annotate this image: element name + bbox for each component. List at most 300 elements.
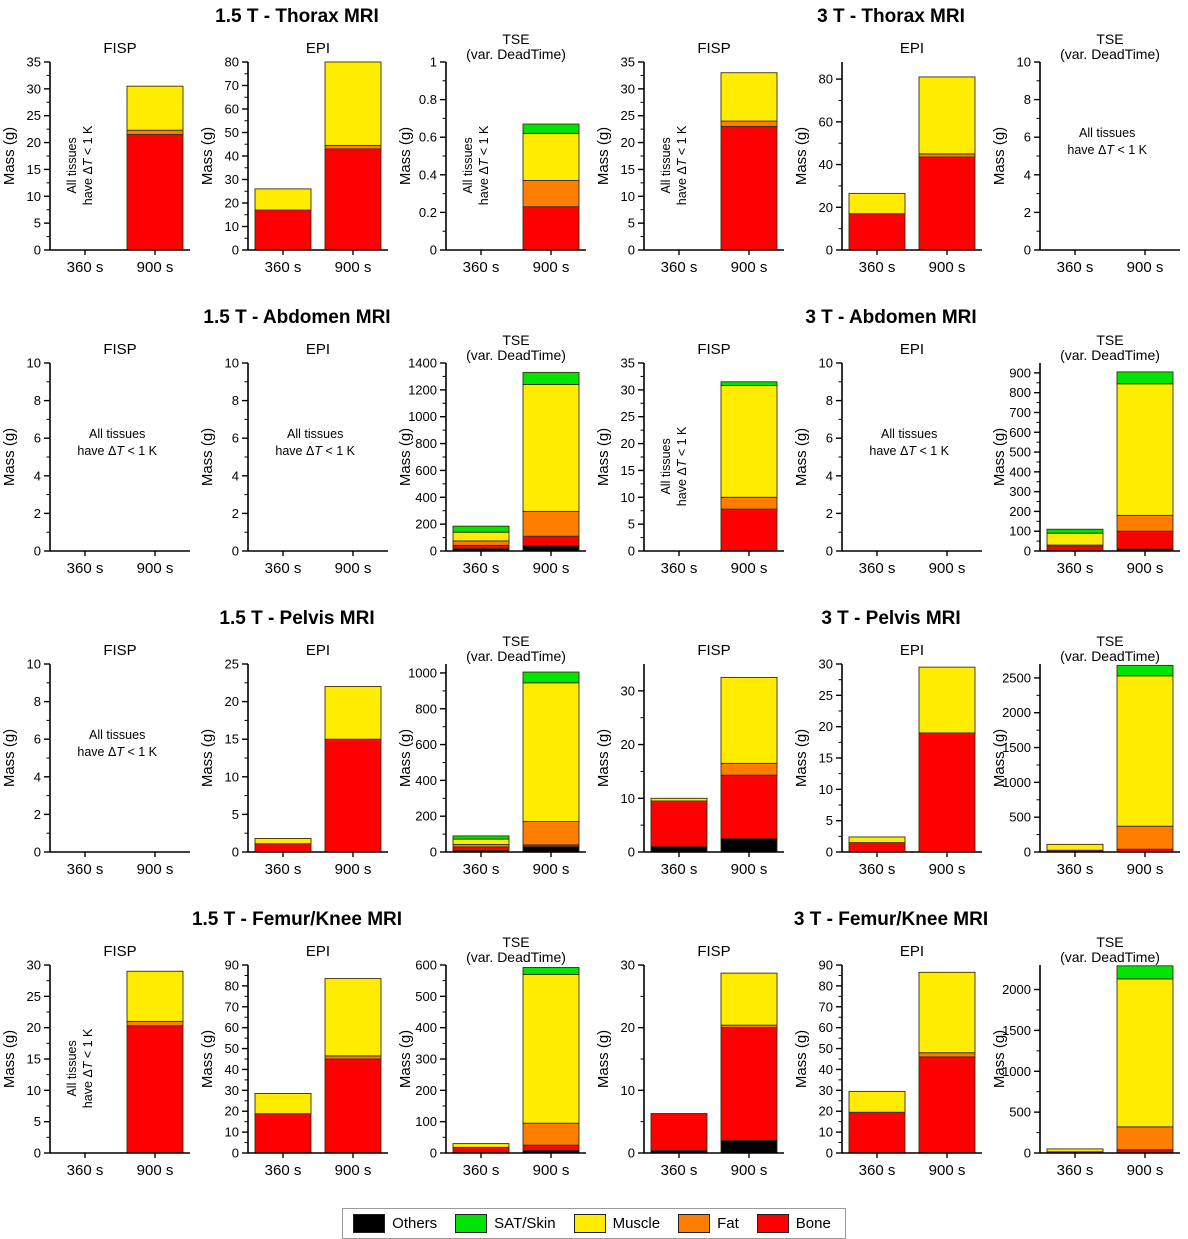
svg-text:0: 0 (231, 242, 239, 258)
svg-text:200: 200 (415, 1082, 437, 1098)
svg-text:Mass (g): Mass (g) (1, 427, 18, 487)
svg-text:50: 50 (224, 125, 239, 140)
svg-text:15: 15 (26, 1051, 41, 1067)
bar-segment-satskin (523, 372, 579, 384)
bar-segment-bone (523, 207, 579, 250)
svg-text:20: 20 (818, 199, 833, 215)
svg-text:400: 400 (1009, 464, 1031, 480)
svg-text:5: 5 (33, 1114, 41, 1130)
svg-text:500: 500 (1009, 1104, 1031, 1120)
panel (594, 30, 792, 293)
chart-row (0, 907, 1188, 1196)
svg-text:2: 2 (1023, 204, 1031, 220)
svg-text:6: 6 (33, 430, 41, 446)
svg-text:360 s: 360 s (660, 259, 698, 276)
svg-text:10: 10 (818, 355, 833, 371)
panel (198, 632, 396, 895)
svg-text:900 s: 900 s (334, 861, 372, 878)
group-title: 1.5 T - Pelvis MRI (219, 608, 375, 629)
svg-text:4: 4 (1023, 167, 1031, 183)
bar-segment-fat (325, 145, 381, 149)
legend-item-bone (757, 1214, 831, 1233)
bar-segment-fat (1117, 826, 1173, 849)
chart-group (0, 305, 594, 594)
bar-segment-satskin (1047, 529, 1103, 533)
svg-text:900 s: 900 s (136, 259, 174, 276)
svg-text:0: 0 (825, 543, 833, 559)
bar-segment-muscle (1047, 1149, 1103, 1152)
svg-text:360 s: 360 s (660, 1162, 698, 1179)
bar-segment-fat (325, 1056, 381, 1059)
bar-segment-fat (453, 541, 509, 545)
svg-text:(var. DeadTime): (var. DeadTime) (466, 648, 566, 664)
svg-text:70: 70 (224, 999, 239, 1015)
svg-text:15: 15 (620, 161, 635, 177)
bar-segment-muscle (523, 683, 579, 822)
svg-text:(var. DeadTime): (var. DeadTime) (1060, 648, 1160, 664)
svg-text:8: 8 (1023, 92, 1031, 108)
svg-text:0: 0 (429, 844, 437, 860)
svg-text:20: 20 (224, 694, 239, 710)
svg-text:360 s: 360 s (462, 259, 500, 276)
panel (792, 30, 990, 293)
chart-panel-fisp (0, 331, 198, 589)
bar-segment-bone (523, 1145, 579, 1150)
bar-segment-fat (127, 130, 183, 134)
svg-text:2000: 2000 (1002, 705, 1031, 721)
svg-text:10: 10 (620, 790, 635, 806)
legend-label: SAT/Skin (494, 1215, 556, 1232)
svg-text:5: 5 (825, 813, 833, 829)
svg-text:1: 1 (429, 54, 437, 70)
svg-text:Mass (g): Mass (g) (991, 427, 1008, 487)
svg-text:have ΔT < 1 K: have ΔT < 1 K (869, 444, 949, 459)
panel (990, 30, 1188, 293)
group-title: 3 T - Femur/Knee MRI (793, 909, 989, 930)
bar-segment-fat (523, 822, 579, 845)
svg-text:have ΔT < 1 K: have ΔT < 1 K (675, 125, 689, 206)
svg-text:10: 10 (26, 1082, 41, 1098)
bar-segment-fat (523, 1123, 579, 1145)
panel (198, 30, 396, 293)
svg-text:All tissues: All tissues (65, 1040, 79, 1097)
svg-text:(var. DeadTime): (var. DeadTime) (466, 347, 566, 363)
svg-text:Mass (g): Mass (g) (1, 1029, 18, 1089)
bar-segment-others (721, 839, 777, 852)
svg-text:Mass (g): Mass (g) (397, 728, 414, 788)
svg-text:30: 30 (620, 683, 635, 699)
svg-text:All tissues: All tissues (881, 427, 938, 442)
bar-segment-muscle (721, 73, 777, 121)
svg-text:90: 90 (818, 957, 833, 973)
bar-segment-fat (721, 121, 777, 126)
svg-text:35: 35 (620, 355, 635, 371)
svg-text:FISP: FISP (697, 943, 731, 960)
chart-panel-tse (990, 30, 1188, 288)
bar-segment-satskin (523, 124, 579, 133)
svg-text:10: 10 (26, 188, 41, 204)
bar-segment-bone (523, 536, 579, 545)
svg-text:1200: 1200 (408, 382, 437, 398)
svg-text:(var. DeadTime): (var. DeadTime) (466, 46, 566, 62)
svg-text:400: 400 (415, 772, 437, 788)
svg-text:4: 4 (231, 468, 239, 484)
svg-text:0: 0 (825, 242, 833, 258)
bar-segment-satskin (453, 526, 509, 532)
svg-text:8: 8 (33, 694, 41, 710)
svg-text:900 s: 900 s (136, 560, 174, 577)
svg-text:20: 20 (620, 135, 635, 151)
chart-panel-fisp (0, 30, 198, 288)
svg-text:900 s: 900 s (532, 861, 570, 878)
svg-text:15: 15 (224, 731, 239, 747)
svg-text:30: 30 (818, 1082, 833, 1098)
chart-group (594, 305, 1188, 594)
panel (792, 933, 990, 1196)
svg-text:6: 6 (33, 731, 41, 747)
svg-text:20: 20 (224, 195, 239, 211)
svg-text:600: 600 (415, 957, 437, 973)
panel-strip (594, 933, 1188, 1196)
svg-text:1000: 1000 (1002, 774, 1031, 790)
svg-text:0: 0 (231, 543, 239, 559)
bar-segment-muscle (721, 677, 777, 763)
svg-text:300: 300 (1009, 484, 1031, 500)
panel (396, 331, 594, 594)
svg-text:900 s: 900 s (928, 560, 966, 577)
svg-text:25: 25 (26, 988, 41, 1004)
svg-text:70: 70 (818, 999, 833, 1015)
legend-label: Others (392, 1215, 438, 1232)
svg-text:360 s: 360 s (264, 560, 302, 577)
svg-text:1500: 1500 (1002, 740, 1031, 756)
svg-text:(var. DeadTime): (var. DeadTime) (466, 949, 566, 965)
bar-segment-bone (325, 149, 381, 250)
bar-segment-satskin (1117, 372, 1173, 384)
svg-text:2: 2 (33, 806, 41, 822)
bar-segment-muscle (255, 189, 311, 210)
svg-text:All tissues: All tissues (659, 438, 673, 495)
legend-swatch-icon (757, 1214, 789, 1233)
svg-text:360 s: 360 s (264, 1162, 302, 1179)
bar-segment-fat (523, 180, 579, 206)
svg-text:0: 0 (231, 1145, 239, 1161)
svg-text:600: 600 (415, 462, 437, 478)
bar-segment-muscle (1047, 533, 1103, 545)
svg-text:600: 600 (1009, 424, 1031, 440)
bar-segment-bone (127, 135, 183, 250)
svg-text:20: 20 (818, 719, 833, 735)
svg-text:500: 500 (415, 988, 437, 1004)
svg-text:(var. DeadTime): (var. DeadTime) (1060, 46, 1160, 62)
svg-text:FISP: FISP (697, 341, 731, 358)
svg-text:Mass (g): Mass (g) (991, 1029, 1008, 1089)
group-title: 3 T - Abdomen MRI (805, 307, 977, 328)
bar-segment-muscle (127, 86, 183, 130)
svg-text:have ΔT < 1 K: have ΔT < 1 K (77, 444, 157, 459)
svg-text:FISP: FISP (103, 40, 137, 57)
svg-text:Mass (g): Mass (g) (1, 126, 18, 186)
legend-item-satskin (455, 1214, 555, 1233)
svg-text:All tissues: All tissues (659, 137, 673, 194)
bar-segment-bone (453, 1147, 509, 1153)
svg-text:5: 5 (33, 215, 41, 231)
svg-text:EPI: EPI (305, 943, 331, 960)
svg-text:0: 0 (33, 1145, 41, 1161)
panel (990, 331, 1188, 594)
svg-text:4: 4 (33, 769, 41, 785)
svg-text:25: 25 (620, 409, 635, 425)
svg-text:FISP: FISP (697, 642, 731, 659)
svg-text:1500: 1500 (1002, 1022, 1031, 1038)
svg-text:TSE: TSE (502, 332, 530, 348)
svg-text:360 s: 360 s (66, 259, 104, 276)
svg-text:360 s: 360 s (264, 259, 302, 276)
svg-text:30: 30 (620, 81, 635, 97)
svg-text:have ΔT < 1 K: have ΔT < 1 K (77, 745, 157, 760)
bar-segment-others (721, 1140, 777, 1153)
svg-text:2: 2 (231, 505, 239, 521)
bar-segment-muscle (651, 798, 707, 801)
svg-text:Mass (g): Mass (g) (199, 728, 216, 788)
svg-text:20: 20 (620, 737, 635, 753)
svg-text:Mass (g): Mass (g) (595, 1029, 612, 1089)
legend-label: Muscle (612, 1215, 661, 1232)
panel-strip (0, 632, 594, 895)
bar-segment-satskin (1117, 966, 1173, 979)
bar-segment-muscle (1047, 844, 1103, 850)
bar-segment-bone (721, 509, 777, 551)
bar-segment-bone (127, 1026, 183, 1153)
svg-text:900 s: 900 s (1126, 259, 1164, 276)
svg-text:6: 6 (231, 430, 239, 446)
svg-text:360 s: 360 s (660, 560, 698, 577)
svg-text:400: 400 (415, 1020, 437, 1036)
svg-text:Mass (g): Mass (g) (199, 427, 216, 487)
panel-strip (594, 331, 1188, 594)
svg-text:EPI: EPI (899, 642, 925, 659)
svg-text:TSE: TSE (1096, 31, 1124, 47)
svg-text:2: 2 (825, 505, 833, 521)
svg-text:30: 30 (818, 656, 833, 672)
panel (990, 933, 1188, 1196)
svg-text:TSE: TSE (1096, 934, 1124, 950)
svg-text:10: 10 (818, 1124, 833, 1140)
panel (0, 331, 198, 594)
svg-text:Mass (g): Mass (g) (595, 728, 612, 788)
svg-text:0: 0 (627, 1145, 635, 1161)
bar-segment-bone (1117, 531, 1173, 549)
svg-text:EPI: EPI (899, 40, 925, 57)
bar-segment-bone (255, 844, 311, 852)
panel (396, 30, 594, 293)
svg-text:EPI: EPI (305, 40, 331, 57)
legend-item-muscle (574, 1214, 661, 1233)
svg-text:have ΔT < 1 K: have ΔT < 1 K (1067, 143, 1147, 158)
chart-panel-epi (792, 933, 990, 1191)
chart-panel-fisp (594, 632, 792, 890)
svg-text:360 s: 360 s (858, 1162, 896, 1179)
bar-segment-muscle (325, 687, 381, 740)
panel (396, 933, 594, 1196)
svg-text:0: 0 (627, 242, 635, 258)
svg-text:30: 30 (620, 957, 635, 973)
svg-text:200: 200 (415, 808, 437, 824)
svg-text:EPI: EPI (305, 341, 331, 358)
svg-text:Mass (g): Mass (g) (793, 427, 810, 487)
svg-text:30: 30 (224, 1082, 239, 1098)
svg-text:900 s: 900 s (730, 560, 768, 577)
svg-text:900 s: 900 s (730, 861, 768, 878)
panel (198, 933, 396, 1196)
group-title: 1.5 T - Femur/Knee MRI (191, 909, 403, 930)
bar-segment-bone (325, 739, 381, 852)
svg-text:8: 8 (33, 393, 41, 409)
svg-text:360 s: 360 s (462, 560, 500, 577)
svg-text:300: 300 (415, 1051, 437, 1067)
bar-segment-muscle (523, 384, 579, 511)
svg-text:900 s: 900 s (1126, 861, 1164, 878)
bar-segment-bone (721, 1028, 777, 1141)
svg-text:800: 800 (415, 701, 437, 717)
svg-text:0: 0 (33, 242, 41, 258)
group-title: 3 T - Thorax MRI (817, 6, 965, 27)
svg-text:EPI: EPI (305, 642, 331, 659)
bar-segment-bone (849, 1112, 905, 1153)
svg-text:360 s: 360 s (858, 861, 896, 878)
svg-text:8: 8 (231, 393, 239, 409)
legend-wrap (0, 1208, 1188, 1239)
bar-segment-muscle (849, 1091, 905, 1112)
bar-segment-muscle (325, 979, 381, 1056)
svg-text:All tissues: All tissues (1079, 126, 1136, 141)
svg-text:35: 35 (620, 54, 635, 70)
svg-text:500: 500 (1009, 809, 1031, 825)
chart-group (0, 4, 594, 293)
svg-text:0: 0 (627, 543, 635, 559)
bar-segment-muscle (523, 133, 579, 180)
svg-text:TSE: TSE (502, 31, 530, 47)
svg-text:900 s: 900 s (136, 861, 174, 878)
bar-segment-others (651, 847, 707, 852)
chart-panel-tse (396, 331, 594, 589)
legend-label: Bone (795, 1215, 831, 1232)
svg-text:Mass (g): Mass (g) (991, 126, 1008, 186)
chart-row (0, 4, 1188, 293)
svg-text:360 s: 360 s (66, 861, 104, 878)
bar-segment-fat (919, 1053, 975, 1057)
svg-text:have ΔT < 1 K: have ΔT < 1 K (81, 125, 95, 206)
svg-text:30: 30 (224, 172, 239, 187)
bar-segment-muscle (919, 77, 975, 154)
svg-text:20: 20 (818, 1103, 833, 1119)
bar-segment-muscle (1117, 676, 1173, 826)
svg-text:400: 400 (415, 489, 437, 505)
svg-text:200: 200 (415, 516, 437, 532)
svg-text:0.6: 0.6 (418, 129, 437, 145)
svg-text:20: 20 (26, 1020, 41, 1036)
svg-text:6: 6 (1023, 129, 1031, 145)
svg-text:Mass (g): Mass (g) (793, 728, 810, 788)
svg-text:6: 6 (825, 430, 833, 446)
svg-text:10: 10 (620, 489, 635, 505)
svg-text:60: 60 (224, 101, 239, 117)
svg-text:1000: 1000 (1002, 1063, 1031, 1079)
svg-text:100: 100 (415, 1114, 437, 1130)
svg-text:Mass (g): Mass (g) (991, 728, 1008, 788)
bar-segment-muscle (721, 386, 777, 498)
bar-segment-bone (651, 801, 707, 847)
svg-text:900 s: 900 s (730, 1162, 768, 1179)
svg-text:0: 0 (33, 844, 41, 860)
panel (396, 632, 594, 895)
svg-text:15: 15 (26, 161, 41, 177)
svg-text:50: 50 (818, 1041, 833, 1057)
svg-text:360 s: 360 s (462, 861, 500, 878)
bar-segment-fat (919, 154, 975, 157)
svg-text:All tissues: All tissues (89, 728, 146, 743)
bar-segment-bone (651, 1114, 707, 1151)
bar-segment-muscle (255, 838, 311, 843)
svg-text:10: 10 (26, 656, 41, 672)
svg-text:Mass (g): Mass (g) (1, 728, 18, 788)
svg-text:60: 60 (818, 1020, 833, 1036)
svg-text:30: 30 (26, 957, 41, 973)
svg-text:10: 10 (224, 219, 239, 234)
chart-group (594, 606, 1188, 895)
svg-text:All tissues: All tissues (461, 137, 475, 194)
svg-text:EPI: EPI (899, 943, 925, 960)
svg-text:70: 70 (224, 78, 239, 93)
bar-segment-muscle (523, 974, 579, 1123)
svg-text:Mass (g): Mass (g) (595, 427, 612, 487)
chart-panel-tse (396, 30, 594, 288)
svg-text:900 s: 900 s (532, 259, 570, 276)
svg-text:Mass (g): Mass (g) (397, 1029, 414, 1089)
svg-text:80: 80 (818, 978, 833, 994)
chart-panel-epi (792, 30, 990, 288)
svg-text:20: 20 (224, 1103, 239, 1119)
svg-text:900 s: 900 s (928, 1162, 966, 1179)
chart-panel-fisp (0, 632, 198, 890)
panel-strip (594, 30, 1188, 293)
legend-swatch-icon (353, 1214, 385, 1233)
panel (792, 331, 990, 594)
chart-panel-epi (792, 331, 990, 589)
svg-text:360 s: 360 s (858, 560, 896, 577)
svg-text:500: 500 (1009, 444, 1031, 460)
chart-panel-fisp (594, 331, 792, 589)
svg-text:900 s: 900 s (1126, 560, 1164, 577)
svg-text:TSE: TSE (502, 934, 530, 950)
svg-text:25: 25 (26, 108, 41, 124)
svg-text:TSE: TSE (502, 633, 530, 649)
svg-text:900 s: 900 s (532, 560, 570, 577)
bar-segment-fat (721, 497, 777, 509)
panel (594, 632, 792, 895)
svg-text:4: 4 (825, 468, 833, 484)
svg-text:60: 60 (818, 114, 833, 130)
chart-panel-tse (396, 933, 594, 1191)
svg-text:20: 20 (620, 1020, 635, 1036)
legend (342, 1208, 846, 1239)
svg-text:All tissues: All tissues (287, 427, 344, 442)
bar-segment-bone (849, 843, 905, 852)
svg-text:0: 0 (429, 543, 437, 559)
bar-segment-muscle (325, 62, 381, 145)
chart-panel-epi (198, 933, 396, 1191)
svg-text:360 s: 360 s (66, 1162, 104, 1179)
